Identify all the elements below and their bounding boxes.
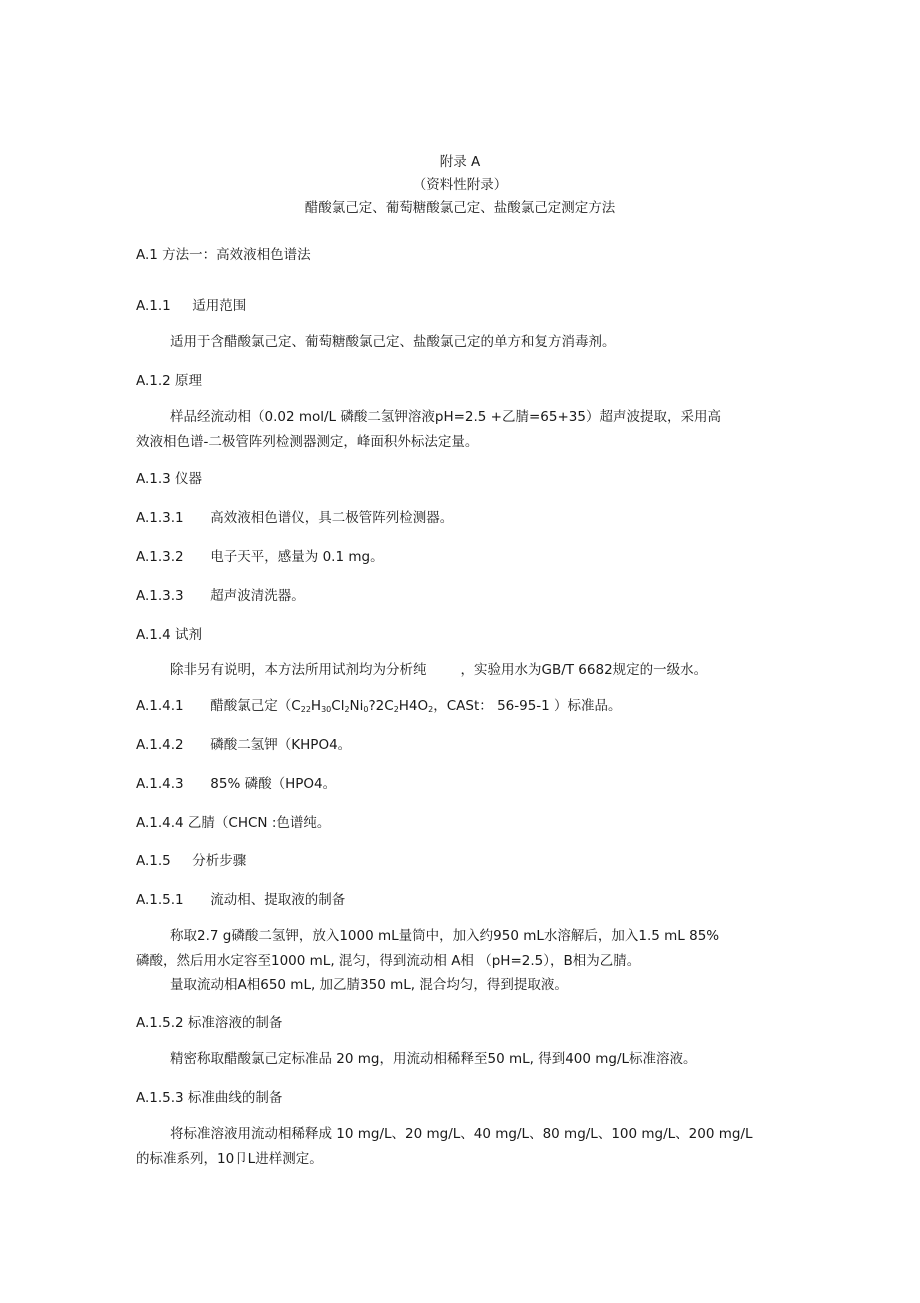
clause-title: 分析步骤 <box>192 853 247 869</box>
clause-title: 适用范围 <box>192 298 247 314</box>
heading-a14: A.1.4 试剂 <box>136 627 203 643</box>
appendix-label: 附录 A <box>439 154 481 170</box>
clause-a143 <box>136 775 336 793</box>
paragraph-a153-line1: 将标准溶液用流动相稀释成 10 mg/L、20 mg/L、40 mg/L、80 mg/L、100 mg/L、200 mg/L <box>170 1126 753 1142</box>
clause-number: A.1.3.3 <box>136 588 184 604</box>
heading-a13: A.1.3 仪器 <box>136 471 203 487</box>
appendix-nature: （资料性附录） <box>412 177 508 193</box>
paragraph-a151-line1: 称取2.7 g磷酸二氢钾，放入1000 mL量筒中，加入约950 mL水溶解后，加入1.5 mL 85% <box>170 928 720 944</box>
clause-number: A.1.4.1 <box>136 698 184 714</box>
clause-text: 高效液相色谱仪，具二极管阵列检测器。 <box>210 510 454 526</box>
clause-number: A.1.5.1 <box>136 892 184 908</box>
clause-a142 <box>136 736 351 754</box>
clause-a133 <box>136 587 305 605</box>
paragraph-a14 <box>170 661 707 679</box>
reagent-formula-text: 醋酸氯己定（$C_{22}H_{30}Cl_2Ni_0?2C_2H4O_2$，CASt： 56-95-1 ）标准品。 <box>210 698 622 714</box>
clause-text: 85% 磷酸（HPO4。 <box>210 776 337 792</box>
clause-a144: A.1.4.4 乙腈（CHCN :色谱纯。 <box>136 815 331 831</box>
paragraph-a11: 适用于含醋酸氯己定、葡萄糖酸氯己定、盐酸氯己定的单方和复方消毒剂。 <box>170 334 616 350</box>
clause-title: 流动相、提取液的制备 <box>210 892 346 908</box>
clause-text: 电子天平，感量为 0.1 mg。 <box>210 549 384 565</box>
clause-number: A.1.4.2 <box>136 737 184 753</box>
clause-a132 <box>136 548 384 566</box>
paragraph-a14-part1: 除非另有说明，本方法所用试剂均为分析纯 <box>170 662 427 678</box>
heading-a1: A.1 方法一：高效液相色谱法 <box>136 247 311 263</box>
clause-a141 <box>136 697 622 715</box>
paragraph-a12-line1: 样品经流动相（0.02 mol/L 磷酸二氢钾溶液pH=2.5 +乙腈=65+35）超声波提取，采用高 <box>170 409 721 425</box>
paragraph-a151-line3: 量取流动相A相650 mL, 加乙腈350 mL, 混合均匀，得到提取液。 <box>170 977 568 993</box>
paragraph-a152: 精密称取醋酸氯己定标准品 20 mg，用流动相稀释至50 mL, 得到400 mg/L标准溶液。 <box>170 1051 697 1067</box>
clause-text: 磷酸二氢钾（KHPO4。 <box>210 737 352 753</box>
heading-a11 <box>136 297 246 315</box>
heading-a152: A.1.5.2 标准溶液的制备 <box>136 1015 283 1031</box>
clause-number: A.1.4.3 <box>136 776 184 792</box>
heading-a12: A.1.2 原理 <box>136 373 203 389</box>
clause-number: A.1.3.2 <box>136 549 184 565</box>
paragraph-a12-line2: 效液相色谱-二极管阵列检测器测定，峰面积外标法定量。 <box>136 434 479 450</box>
paragraph-a14-part2: ，实验用水为GB/T 6682规定的一级水。 <box>460 662 708 678</box>
heading-a151 <box>136 891 345 909</box>
clause-text: 超声波清洗器。 <box>210 588 305 604</box>
heading-a15 <box>136 852 246 870</box>
heading-a153: A.1.5.3 标准曲线的制备 <box>136 1090 283 1106</box>
clause-number: A.1.5 <box>136 853 171 869</box>
appendix-title: 醋酸氯己定、葡萄糖酸氯己定、盐酸氯己定测定方法 <box>304 200 616 216</box>
paragraph-a153-line2: 的标准系列，10卩L进样测定。 <box>136 1151 323 1167</box>
clause-number: A.1.1 <box>136 298 171 314</box>
clause-number: A.1.3.1 <box>136 510 184 526</box>
clause-a131 <box>136 509 453 527</box>
paragraph-a151-line2: 磷酸，然后用水定容至1000 mL, 混匀，得到流动相 A相 （pH=2.5），B相为乙腈。 <box>136 953 641 969</box>
